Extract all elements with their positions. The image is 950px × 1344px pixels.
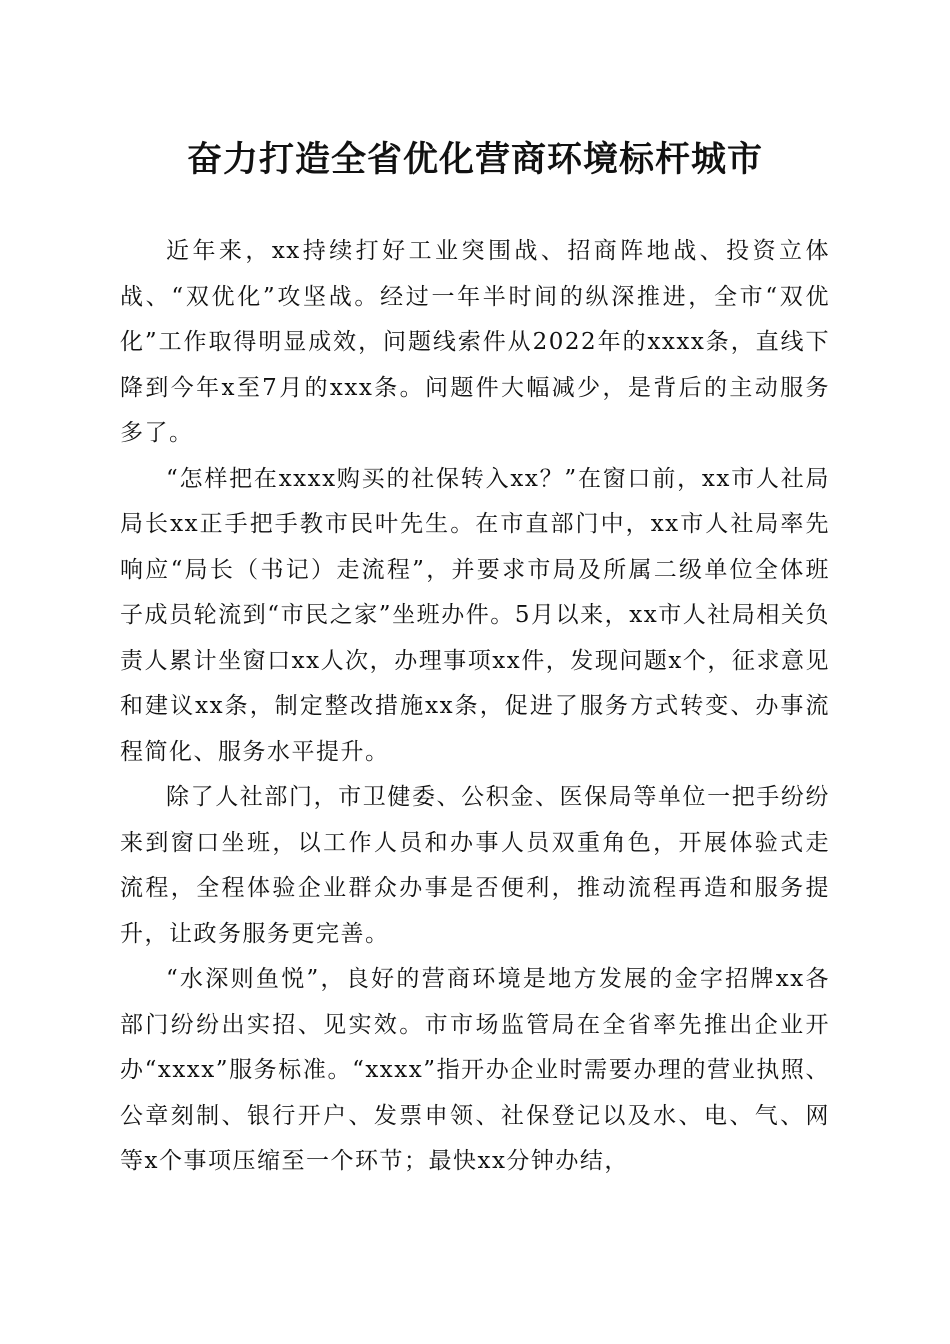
paragraph-3: 除了人社部门，市卫健委、公积金、医保局等单位一把手纷纷来到窗口坐班，以工作人员和办事人员双重角色，开展体验式走流程，全程体验企业群众办事是否便利，推动流程再造和服务提升，让政务服务更完善。 — [120, 784, 830, 947]
document-body — [120, 229, 830, 1185]
paragraph-4: “水深则鱼悦”，良好的营商环境是地方发展的金字招牌xx各部门纷纷出实招、见实效。市市场监管局在全省率先推出企业开办“xxxx”服务标准。“xxxx”指开办企业时需要办理的营业执照、公章刻制、银行开户、发票申领、社保登记以及水、电、气、网等x个事项压缩至一个环节；最快xx分钟办结， — [120, 966, 830, 1174]
paragraph-1: 近年来，xx持续打好工业突围战、招商阵地战、投资立体战、“双优化”攻坚战。经过一年半时间的纵深推进，全市“双优化”工作取得明显成效，问题线索件从2022年的xxxx条，直线下降到今年x至7月的xxx条。问题件大幅减少，是背后的主动服务多了。 — [120, 238, 830, 446]
document-title: 奋力打造全省优化营商环境标杆城市 — [186, 140, 763, 180]
paragraph-2: “怎样把在xxxx购买的社保转入xx？”在窗口前，xx市人社局局长xx正手把手教市民叶先生。在市直部门中，xx市人社局率先响应“局长（书记）走流程”，并要求市局及所属二级单位全体班子成员轮流到“市民之家”坐班办件。5月以来，xx市人社局相关负责人累计坐窗口xx人次，办理事项xx件，发现问题x个，征求意见和建议xx条，制定整改措施xx条，促进了服务方式转变、办事流程简化、服务水平提升。 — [120, 465, 830, 765]
